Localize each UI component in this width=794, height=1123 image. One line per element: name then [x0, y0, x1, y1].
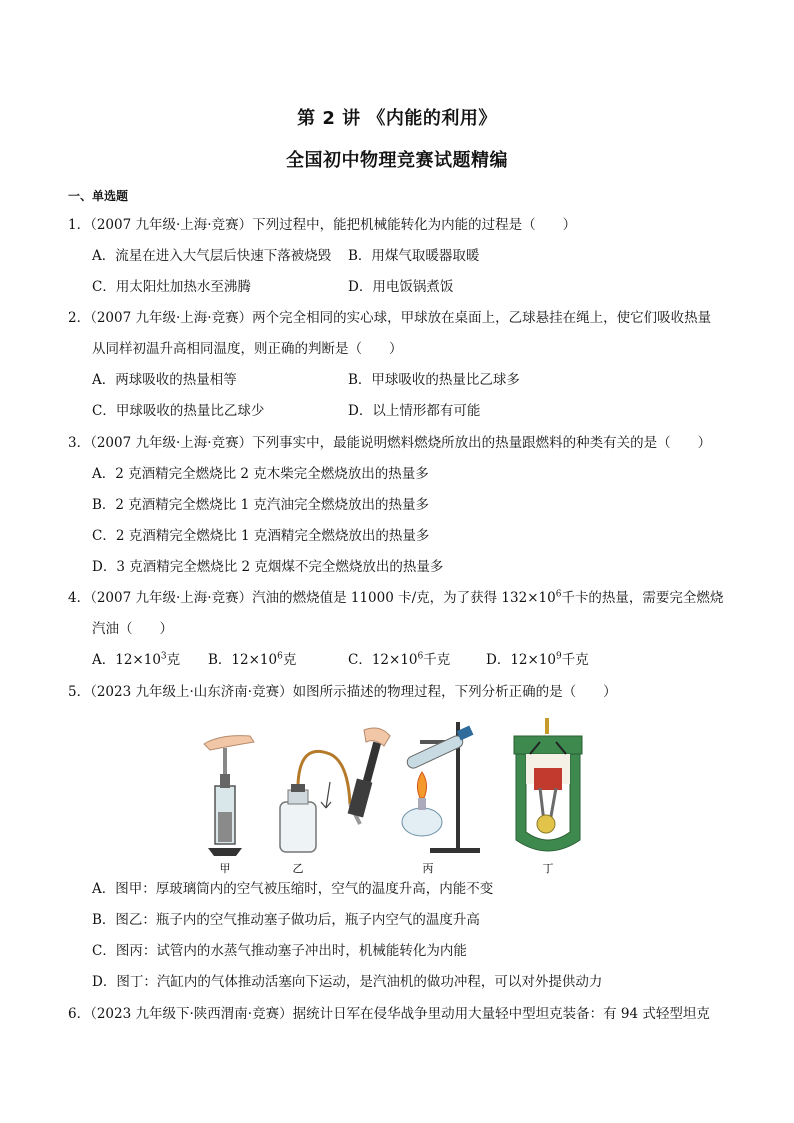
question-3-option-c: C．2 克酒精完全燃烧比 1 克酒精完全燃烧放出的热量多	[92, 528, 430, 544]
question-5-option-a: A．图甲：厚玻璃筒内的空气被压缩时，空气的温度升高，内能不变	[92, 881, 494, 897]
question-5-option-b: B．图乙：瓶子内的空气推动塞子做功后，瓶子内空气的温度升高	[92, 912, 480, 928]
question-2-option-d: D．以上情形都有可能	[348, 403, 481, 419]
question-1-option-a: A．流星在进入大气层后快速下落被烧毁	[92, 248, 332, 264]
question-2-stem-line2: 从同样初温升高相同温度，则正确的判断是（ ）	[92, 341, 403, 357]
figure-bing-test-tube-lamp	[402, 722, 480, 875]
question-4-option-c: C．$12\times 10^6$千克	[348, 651, 451, 668]
figure-label-bing: 丙	[422, 862, 434, 875]
question-3-stem: 3．（2007 九年级·上海·竞赛）下列事实中，最能说明燃料燃烧所放出的热量跟燃料的种类有关的是（ ）	[68, 435, 712, 451]
question-5-option-c: C．图丙：试管内的水蒸气推动塞子冲出时，机械能转化为内能	[92, 943, 467, 959]
question-1-option-d: D．用电饭锅煮饭	[348, 279, 454, 295]
question-3-option-d: D．3 克酒精完全燃烧比 2 克烟煤不完全燃烧放出的热量多	[92, 559, 444, 575]
question-2-option-c: C．甲球吸收的热量比乙球少	[92, 403, 265, 419]
figure-label-jia: 甲	[219, 862, 231, 875]
question-2-stem-line1: 2．（2007 九年级·上海·竞赛）两个完全相同的实心球，甲球放在桌面上，乙球悬挂在绳上，使它们吸收热量	[68, 310, 712, 326]
question-4-option-a: A．$12\times 10^3$克	[92, 651, 181, 668]
figure-label-ding: 丁	[542, 862, 554, 875]
question-4-option-b: B．$12\times 10^6$克	[208, 651, 297, 668]
question-5-option-d: D．图丁：汽缸内的气体推动活塞向下运动，是汽油机的做功冲程，可以对外提供动力	[92, 974, 603, 990]
question-5-figure	[190, 712, 610, 877]
page-title: 第 2 讲 《内能的利用》	[297, 108, 497, 129]
question-1-option-b: B．用煤气取暖器取暖	[348, 248, 480, 264]
figure-jia-compression-cylinder	[204, 736, 254, 875]
question-3-option-a: A．2 克酒精完全燃烧比 2 克木柴完全燃烧放出的热量多	[92, 466, 429, 482]
page-subtitle: 全国初中物理竞赛试题精编	[286, 150, 508, 171]
question-4-stem-line2: 汽油（ ）	[92, 621, 173, 637]
question-2-option-a: A．两球吸收的热量相等	[92, 372, 237, 388]
figure-yi-bottle-pump	[280, 728, 390, 875]
question-5-stem: 5．（2023 九年级上·山东济南·竞赛）如图所示描述的物理过程，下列分析正确的是（ ）	[68, 684, 617, 700]
question-6-stem: 6．（2023 九年级下·陕西渭南·竞赛）据统计日军在侵华战争里动用大量轻中型坦克装备：有 94 式轻型坦克	[68, 1006, 710, 1022]
question-3-option-b: B．2 克酒精完全燃烧比 1 克汽油完全燃烧放出的热量多	[92, 497, 429, 513]
question-1-option-c: C．用太阳灶加热水至沸腾	[92, 279, 251, 295]
figure-ding-engine-cylinder	[514, 718, 582, 875]
section-heading: 一、单选题	[68, 189, 129, 203]
question-1-stem: 1．（2007 九年级·上海·竞赛）下列过程中，能把机械能转化为内能的过程是（ ）	[68, 217, 577, 233]
figure-label-yi: 乙	[292, 862, 304, 875]
question-4-stem-line1: 4．（2007 九年级·上海·竞赛）汽油的燃烧值是 11000 卡/克，为了获得 $132\times 10^6$千卡的热量，需要完全燃烧	[68, 589, 724, 606]
question-4-option-d: D．$12\times 10^9$千克	[486, 651, 589, 668]
question-2-option-b: B．甲球吸收的热量比乙球多	[348, 372, 520, 388]
